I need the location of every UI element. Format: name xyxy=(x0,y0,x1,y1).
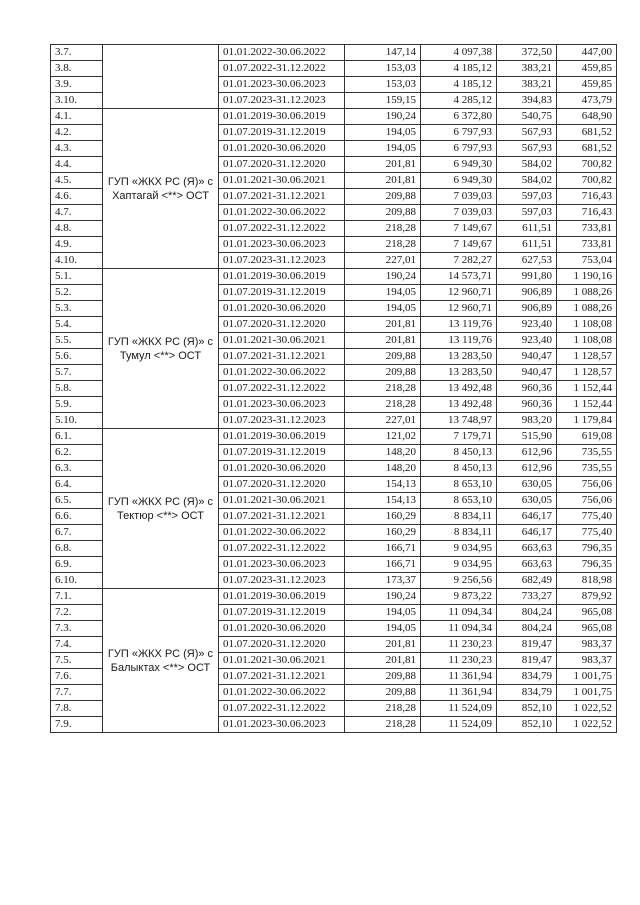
value-cell-1: 201,81 xyxy=(345,157,421,173)
value-cell-4: 983,37 xyxy=(557,637,617,653)
organization-name: ГУП «ЖКХ РС (Я)» с Хаптагай <**> ОСТ xyxy=(103,109,219,269)
row-number: 6.1. xyxy=(51,429,103,445)
row-number: 7.2. xyxy=(51,605,103,621)
row-number: 3.7. xyxy=(51,45,103,61)
value-cell-1: 160,29 xyxy=(345,509,421,525)
row-number: 5.3. xyxy=(51,301,103,317)
value-cell-2: 13 283,50 xyxy=(421,365,497,381)
value-cell-4: 796,35 xyxy=(557,541,617,557)
value-cell-4: 1 001,75 xyxy=(557,685,617,701)
period-cell: 01.07.2020-31.12.2020 xyxy=(219,317,345,333)
value-cell-3: 515,90 xyxy=(497,429,557,445)
value-cell-4: 818,98 xyxy=(557,573,617,589)
value-cell-2: 11 524,09 xyxy=(421,701,497,717)
value-cell-2: 11 230,23 xyxy=(421,653,497,669)
period-cell: 01.01.2023-30.06.2023 xyxy=(219,557,345,573)
value-cell-3: 611,51 xyxy=(497,221,557,237)
value-cell-2: 14 573,71 xyxy=(421,269,497,285)
period-cell: 01.01.2020-30.06.2020 xyxy=(219,461,345,477)
period-cell: 01.07.2019-31.12.2019 xyxy=(219,445,345,461)
period-cell: 01.01.2023-30.06.2023 xyxy=(219,397,345,413)
value-cell-3: 960,36 xyxy=(497,397,557,413)
organization-name: ГУП «ЖКХ РС (Я)» с Тумул <**> ОСТ xyxy=(103,269,219,429)
value-cell-3: 923,40 xyxy=(497,317,557,333)
value-cell-4: 1 001,75 xyxy=(557,669,617,685)
period-cell: 01.01.2021-30.06.2021 xyxy=(219,653,345,669)
value-cell-2: 11 524,09 xyxy=(421,717,497,733)
row-number: 6.3. xyxy=(51,461,103,477)
period-cell: 01.07.2022-31.12.2022 xyxy=(219,61,345,77)
value-cell-4: 1 152,44 xyxy=(557,397,617,413)
period-cell: 01.07.2019-31.12.2019 xyxy=(219,285,345,301)
period-cell: 01.01.2020-30.06.2020 xyxy=(219,301,345,317)
value-cell-3: 567,93 xyxy=(497,125,557,141)
value-cell-2: 13 119,76 xyxy=(421,333,497,349)
value-cell-2: 8 450,13 xyxy=(421,461,497,477)
value-cell-4: 983,37 xyxy=(557,653,617,669)
value-cell-1: 218,28 xyxy=(345,397,421,413)
value-cell-3: 372,50 xyxy=(497,45,557,61)
row-number: 4.10. xyxy=(51,253,103,269)
value-cell-1: 153,03 xyxy=(345,77,421,93)
value-cell-1: 160,29 xyxy=(345,525,421,541)
table-row xyxy=(51,429,617,445)
value-cell-2: 4 185,12 xyxy=(421,77,497,93)
value-cell-1: 201,81 xyxy=(345,173,421,189)
value-cell-1: 194,05 xyxy=(345,621,421,637)
row-number: 7.7. xyxy=(51,685,103,701)
value-cell-4: 735,55 xyxy=(557,461,617,477)
row-number: 5.2. xyxy=(51,285,103,301)
row-number: 5.7. xyxy=(51,365,103,381)
row-number: 6.2. xyxy=(51,445,103,461)
value-cell-3: 646,17 xyxy=(497,525,557,541)
value-cell-3: 819,47 xyxy=(497,637,557,653)
period-cell: 01.01.2023-30.06.2023 xyxy=(219,717,345,733)
value-cell-2: 9 034,95 xyxy=(421,557,497,573)
period-cell: 01.01.2022-30.06.2022 xyxy=(219,365,345,381)
organization-name xyxy=(103,45,219,109)
row-number: 7.4. xyxy=(51,637,103,653)
value-cell-3: 991,80 xyxy=(497,269,557,285)
value-cell-4: 1 128,57 xyxy=(557,365,617,381)
value-cell-3: 682,49 xyxy=(497,573,557,589)
value-cell-2: 11 361,94 xyxy=(421,685,497,701)
value-cell-3: 612,96 xyxy=(497,461,557,477)
value-cell-1: 190,24 xyxy=(345,109,421,125)
value-cell-4: 733,81 xyxy=(557,221,617,237)
value-cell-2: 11 361,94 xyxy=(421,669,497,685)
value-cell-2: 7 149,67 xyxy=(421,237,497,253)
value-cell-4: 716,43 xyxy=(557,189,617,205)
value-cell-2: 8 834,11 xyxy=(421,509,497,525)
value-cell-4: 459,85 xyxy=(557,77,617,93)
period-cell: 01.07.2023-31.12.2023 xyxy=(219,413,345,429)
period-cell: 01.01.2020-30.06.2020 xyxy=(219,141,345,157)
value-cell-4: 965,08 xyxy=(557,605,617,621)
row-number: 3.10. xyxy=(51,93,103,109)
period-cell: 01.01.2022-30.06.2022 xyxy=(219,205,345,221)
value-cell-4: 1 108,08 xyxy=(557,333,617,349)
value-cell-3: 627,53 xyxy=(497,253,557,269)
row-number: 4.3. xyxy=(51,141,103,157)
organization-name: ГУП «ЖКХ РС (Я)» с Балыктах <**> ОСТ xyxy=(103,589,219,733)
organization-name: ГУП «ЖКХ РС (Я)» с Тектюр <**> ОСТ xyxy=(103,429,219,589)
value-cell-2: 13 119,76 xyxy=(421,317,497,333)
value-cell-4: 700,82 xyxy=(557,157,617,173)
value-cell-1: 159,15 xyxy=(345,93,421,109)
value-cell-1: 153,03 xyxy=(345,61,421,77)
row-number: 7.8. xyxy=(51,701,103,717)
value-cell-4: 775,40 xyxy=(557,509,617,525)
value-cell-3: 540,75 xyxy=(497,109,557,125)
period-cell: 01.07.2021-31.12.2021 xyxy=(219,669,345,685)
period-cell: 01.01.2019-30.06.2019 xyxy=(219,429,345,445)
value-cell-2: 7 039,03 xyxy=(421,189,497,205)
value-cell-4: 965,08 xyxy=(557,621,617,637)
value-cell-4: 459,85 xyxy=(557,61,617,77)
value-cell-1: 209,88 xyxy=(345,669,421,685)
value-cell-4: 1 022,52 xyxy=(557,701,617,717)
period-cell: 01.01.2022-30.06.2022 xyxy=(219,525,345,541)
tariff-table-wrapper xyxy=(50,44,616,733)
value-cell-3: 940,47 xyxy=(497,349,557,365)
value-cell-2: 6 797,93 xyxy=(421,141,497,157)
period-cell: 01.07.2022-31.12.2022 xyxy=(219,541,345,557)
value-cell-4: 796,35 xyxy=(557,557,617,573)
row-number: 4.8. xyxy=(51,221,103,237)
value-cell-2: 9 034,95 xyxy=(421,541,497,557)
row-number: 6.6. xyxy=(51,509,103,525)
value-cell-4: 775,40 xyxy=(557,525,617,541)
table-body xyxy=(51,45,617,733)
value-cell-4: 1 088,26 xyxy=(557,301,617,317)
period-cell: 01.01.2022-30.06.2022 xyxy=(219,45,345,61)
value-cell-2: 12 960,71 xyxy=(421,301,497,317)
table-row xyxy=(51,109,617,125)
value-cell-1: 190,24 xyxy=(345,269,421,285)
value-cell-1: 218,28 xyxy=(345,717,421,733)
row-number: 5.5. xyxy=(51,333,103,349)
row-number: 7.6. xyxy=(51,669,103,685)
value-cell-2: 6 949,30 xyxy=(421,173,497,189)
value-cell-2: 12 960,71 xyxy=(421,285,497,301)
value-cell-2: 11 094,34 xyxy=(421,605,497,621)
value-cell-4: 735,55 xyxy=(557,445,617,461)
value-cell-4: 700,82 xyxy=(557,173,617,189)
value-cell-4: 756,06 xyxy=(557,477,617,493)
row-number: 6.8. xyxy=(51,541,103,557)
tariff-table xyxy=(50,44,617,733)
row-number: 5.1. xyxy=(51,269,103,285)
value-cell-2: 13 492,48 xyxy=(421,397,497,413)
value-cell-4: 1 022,52 xyxy=(557,717,617,733)
value-cell-3: 960,36 xyxy=(497,381,557,397)
value-cell-2: 13 283,50 xyxy=(421,349,497,365)
value-cell-2: 4 097,38 xyxy=(421,45,497,61)
value-cell-1: 218,28 xyxy=(345,221,421,237)
value-cell-3: 567,93 xyxy=(497,141,557,157)
value-cell-1: 148,20 xyxy=(345,445,421,461)
value-cell-3: 834,79 xyxy=(497,669,557,685)
value-cell-3: 852,10 xyxy=(497,717,557,733)
value-cell-1: 194,05 xyxy=(345,285,421,301)
value-cell-1: 209,88 xyxy=(345,189,421,205)
row-number: 5.6. xyxy=(51,349,103,365)
value-cell-1: 218,28 xyxy=(345,237,421,253)
value-cell-4: 447,00 xyxy=(557,45,617,61)
value-cell-3: 630,05 xyxy=(497,493,557,509)
value-cell-4: 1 179,84 xyxy=(557,413,617,429)
row-number: 4.6. xyxy=(51,189,103,205)
value-cell-3: 584,02 xyxy=(497,157,557,173)
value-cell-1: 190,24 xyxy=(345,589,421,605)
value-cell-2: 7 282,27 xyxy=(421,253,497,269)
period-cell: 01.07.2023-31.12.2023 xyxy=(219,573,345,589)
value-cell-3: 804,24 xyxy=(497,605,557,621)
value-cell-1: 173,37 xyxy=(345,573,421,589)
period-cell: 01.07.2021-31.12.2021 xyxy=(219,189,345,205)
period-cell: 01.01.2019-30.06.2019 xyxy=(219,269,345,285)
period-cell: 01.01.2019-30.06.2019 xyxy=(219,109,345,125)
value-cell-3: 383,21 xyxy=(497,77,557,93)
value-cell-4: 879,92 xyxy=(557,589,617,605)
value-cell-1: 218,28 xyxy=(345,701,421,717)
value-cell-1: 201,81 xyxy=(345,317,421,333)
value-cell-1: 227,01 xyxy=(345,413,421,429)
value-cell-4: 733,81 xyxy=(557,237,617,253)
table-row xyxy=(51,45,617,61)
row-number: 4.2. xyxy=(51,125,103,141)
value-cell-2: 6 949,30 xyxy=(421,157,497,173)
value-cell-3: 804,24 xyxy=(497,621,557,637)
value-cell-1: 209,88 xyxy=(345,349,421,365)
value-cell-2: 8 834,11 xyxy=(421,525,497,541)
value-cell-3: 852,10 xyxy=(497,701,557,717)
value-cell-3: 940,47 xyxy=(497,365,557,381)
period-cell: 01.07.2021-31.12.2021 xyxy=(219,509,345,525)
period-cell: 01.07.2019-31.12.2019 xyxy=(219,605,345,621)
value-cell-2: 4 285,12 xyxy=(421,93,497,109)
row-number: 7.5. xyxy=(51,653,103,669)
value-cell-3: 663,63 xyxy=(497,541,557,557)
value-cell-1: 154,13 xyxy=(345,477,421,493)
period-cell: 01.01.2021-30.06.2021 xyxy=(219,173,345,189)
value-cell-2: 8 653,10 xyxy=(421,477,497,493)
period-cell: 01.01.2021-30.06.2021 xyxy=(219,333,345,349)
period-cell: 01.01.2020-30.06.2020 xyxy=(219,621,345,637)
value-cell-3: 394,83 xyxy=(497,93,557,109)
row-number: 6.10. xyxy=(51,573,103,589)
value-cell-2: 9 873,22 xyxy=(421,589,497,605)
value-cell-4: 716,43 xyxy=(557,205,617,221)
value-cell-1: 209,88 xyxy=(345,205,421,221)
value-cell-4: 619,08 xyxy=(557,429,617,445)
value-cell-3: 733,27 xyxy=(497,589,557,605)
value-cell-1: 166,71 xyxy=(345,557,421,573)
value-cell-1: 194,05 xyxy=(345,301,421,317)
value-cell-1: 201,81 xyxy=(345,333,421,349)
row-number: 7.9. xyxy=(51,717,103,733)
value-cell-2: 7 039,03 xyxy=(421,205,497,221)
period-cell: 01.01.2022-30.06.2022 xyxy=(219,685,345,701)
value-cell-1: 166,71 xyxy=(345,541,421,557)
period-cell: 01.07.2020-31.12.2020 xyxy=(219,477,345,493)
value-cell-3: 383,21 xyxy=(497,61,557,77)
value-cell-3: 611,51 xyxy=(497,237,557,253)
value-cell-3: 584,02 xyxy=(497,173,557,189)
value-cell-3: 630,05 xyxy=(497,477,557,493)
value-cell-4: 681,52 xyxy=(557,125,617,141)
value-cell-1: 148,20 xyxy=(345,461,421,477)
period-cell: 01.07.2022-31.12.2022 xyxy=(219,381,345,397)
row-number: 4.1. xyxy=(51,109,103,125)
value-cell-3: 663,63 xyxy=(497,557,557,573)
value-cell-2: 4 185,12 xyxy=(421,61,497,77)
row-number: 5.8. xyxy=(51,381,103,397)
value-cell-3: 597,03 xyxy=(497,205,557,221)
value-cell-2: 9 256,56 xyxy=(421,573,497,589)
period-cell: 01.01.2023-30.06.2023 xyxy=(219,77,345,93)
value-cell-1: 201,81 xyxy=(345,653,421,669)
value-cell-2: 6 797,93 xyxy=(421,125,497,141)
row-number: 4.5. xyxy=(51,173,103,189)
period-cell: 01.07.2023-31.12.2023 xyxy=(219,93,345,109)
value-cell-1: 209,88 xyxy=(345,365,421,381)
value-cell-2: 8 450,13 xyxy=(421,445,497,461)
value-cell-4: 753,04 xyxy=(557,253,617,269)
row-number: 7.1. xyxy=(51,589,103,605)
period-cell: 01.07.2023-31.12.2023 xyxy=(219,253,345,269)
value-cell-3: 834,79 xyxy=(497,685,557,701)
value-cell-3: 923,40 xyxy=(497,333,557,349)
row-number: 5.4. xyxy=(51,317,103,333)
row-number: 6.5. xyxy=(51,493,103,509)
value-cell-1: 194,05 xyxy=(345,125,421,141)
value-cell-4: 1 128,57 xyxy=(557,349,617,365)
value-cell-2: 11 230,23 xyxy=(421,637,497,653)
period-cell: 01.07.2019-31.12.2019 xyxy=(219,125,345,141)
value-cell-2: 7 179,71 xyxy=(421,429,497,445)
row-number: 3.8. xyxy=(51,61,103,77)
period-cell: 01.01.2019-30.06.2019 xyxy=(219,589,345,605)
period-cell: 01.01.2023-30.06.2023 xyxy=(219,237,345,253)
value-cell-1: 218,28 xyxy=(345,381,421,397)
value-cell-4: 756,06 xyxy=(557,493,617,509)
value-cell-4: 1 152,44 xyxy=(557,381,617,397)
row-number: 5.10. xyxy=(51,413,103,429)
value-cell-4: 473,79 xyxy=(557,93,617,109)
period-cell: 01.07.2022-31.12.2022 xyxy=(219,701,345,717)
value-cell-1: 147,14 xyxy=(345,45,421,61)
row-number: 4.4. xyxy=(51,157,103,173)
row-number: 7.3. xyxy=(51,621,103,637)
value-cell-1: 154,13 xyxy=(345,493,421,509)
value-cell-3: 983,20 xyxy=(497,413,557,429)
value-cell-3: 612,96 xyxy=(497,445,557,461)
value-cell-2: 7 149,67 xyxy=(421,221,497,237)
period-cell: 01.07.2022-31.12.2022 xyxy=(219,221,345,237)
value-cell-1: 201,81 xyxy=(345,637,421,653)
row-number: 3.9. xyxy=(51,77,103,93)
value-cell-1: 121,02 xyxy=(345,429,421,445)
period-cell: 01.07.2020-31.12.2020 xyxy=(219,157,345,173)
value-cell-4: 1 108,08 xyxy=(557,317,617,333)
value-cell-3: 819,47 xyxy=(497,653,557,669)
value-cell-2: 11 094,34 xyxy=(421,621,497,637)
row-number: 4.7. xyxy=(51,205,103,221)
period-cell: 01.07.2020-31.12.2020 xyxy=(219,637,345,653)
row-number: 6.7. xyxy=(51,525,103,541)
period-cell: 01.07.2021-31.12.2021 xyxy=(219,349,345,365)
value-cell-2: 8 653,10 xyxy=(421,493,497,509)
value-cell-3: 597,03 xyxy=(497,189,557,205)
value-cell-4: 648,90 xyxy=(557,109,617,125)
row-number: 5.9. xyxy=(51,397,103,413)
value-cell-3: 906,89 xyxy=(497,301,557,317)
period-cell: 01.01.2021-30.06.2021 xyxy=(219,493,345,509)
value-cell-2: 13 492,48 xyxy=(421,381,497,397)
value-cell-1: 209,88 xyxy=(345,685,421,701)
value-cell-3: 646,17 xyxy=(497,509,557,525)
row-number: 6.9. xyxy=(51,557,103,573)
row-number: 6.4. xyxy=(51,477,103,493)
value-cell-1: 227,01 xyxy=(345,253,421,269)
value-cell-4: 1 088,26 xyxy=(557,285,617,301)
row-number: 4.9. xyxy=(51,237,103,253)
table-row xyxy=(51,269,617,285)
table-row xyxy=(51,589,617,605)
value-cell-4: 681,52 xyxy=(557,141,617,157)
value-cell-2: 6 372,80 xyxy=(421,109,497,125)
value-cell-1: 194,05 xyxy=(345,141,421,157)
value-cell-3: 906,89 xyxy=(497,285,557,301)
value-cell-4: 1 190,16 xyxy=(557,269,617,285)
value-cell-1: 194,05 xyxy=(345,605,421,621)
value-cell-2: 13 748,97 xyxy=(421,413,497,429)
